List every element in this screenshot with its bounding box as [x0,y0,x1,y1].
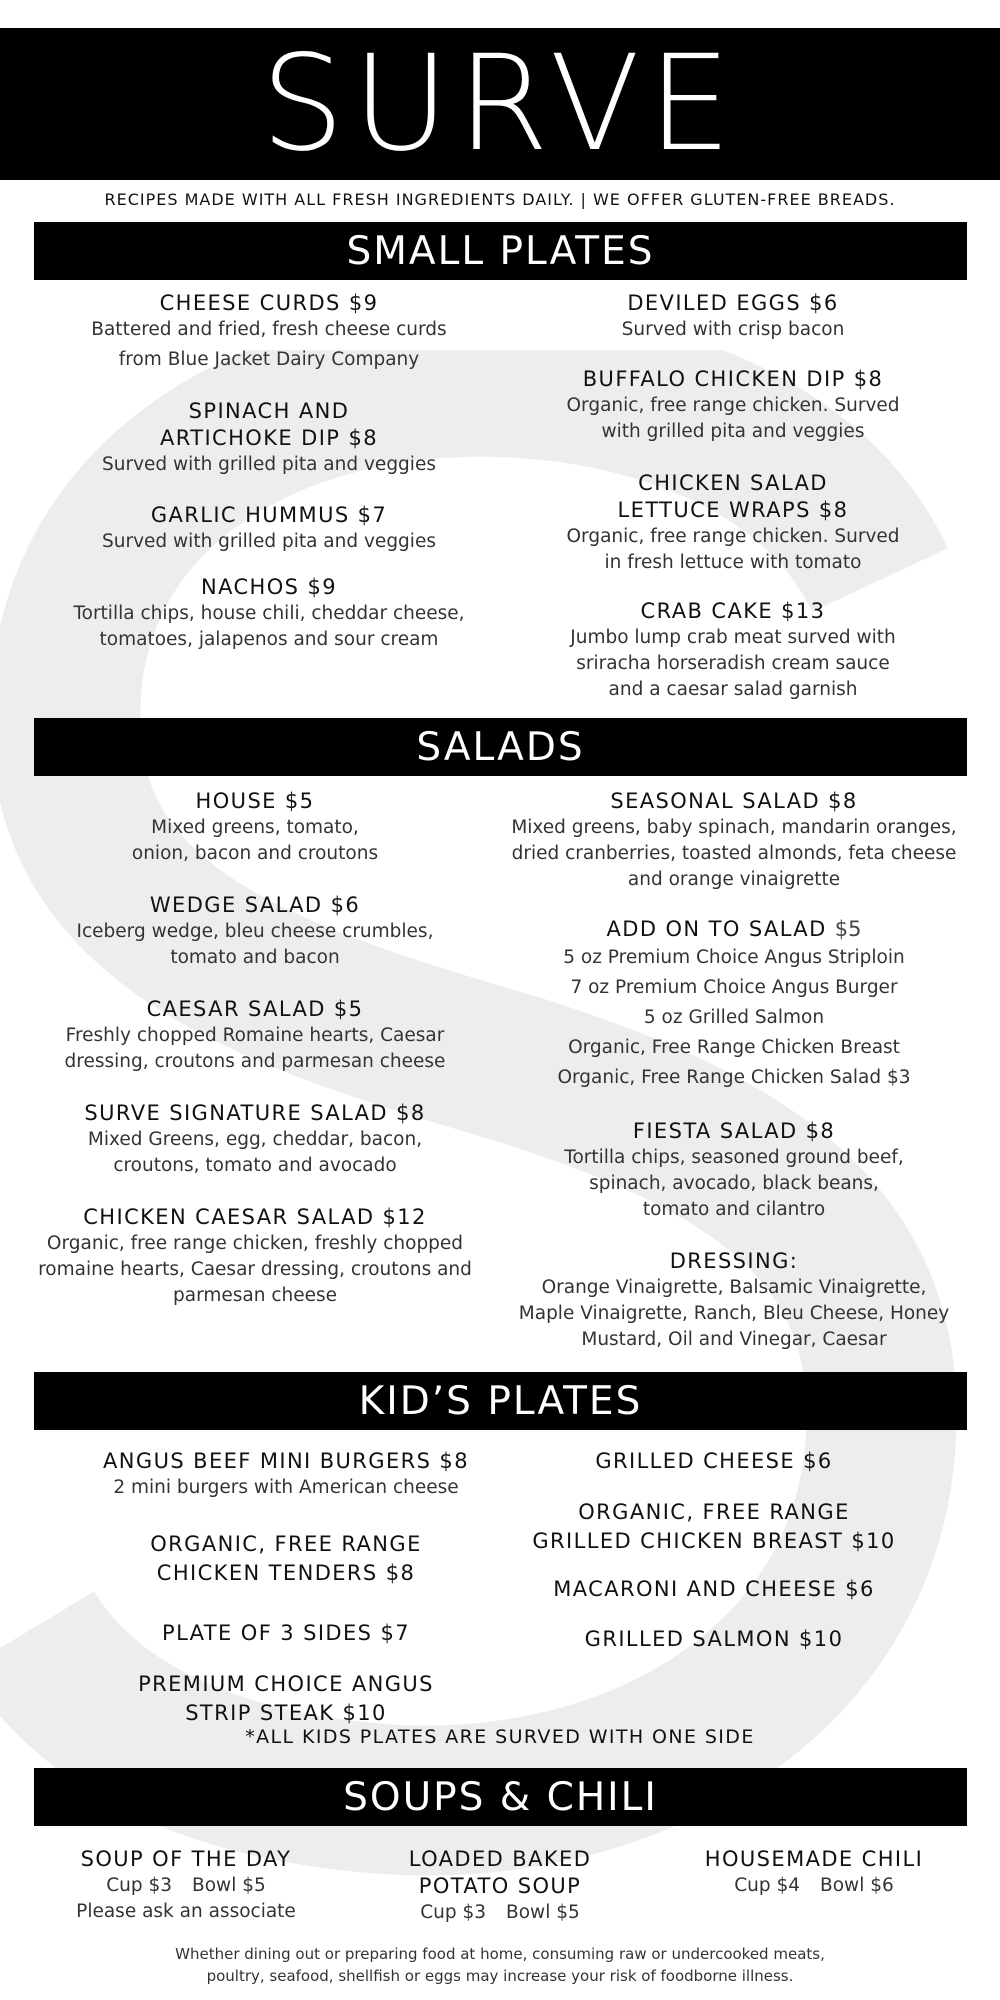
item-desc: spinach, avocado, black beans, [589,1173,879,1194]
item-name: LETTUCE WRAPS $8 [617,498,849,522]
item-name: ORGANIC, FREE RANGE [150,1532,422,1556]
menu-item [44,574,494,653]
item-desc: and a caesar salad garnish [608,679,858,700]
menu-item [494,1498,934,1556]
section-header-small-plates [34,222,967,280]
section-title: SMALL PLATES [346,228,655,274]
menu-item [500,598,966,703]
menu-item [24,1100,486,1179]
item-name: LOADED BAKED [408,1847,592,1871]
item-name: HOUSEMADE CHILI [704,1847,924,1871]
item-desc: tomatoes, jalapenos and sour cream [99,629,439,650]
item-desc: Tortilla chips, house chili, cheddar cheese, [73,603,465,624]
item-name-text: ADD ON TO SALAD [606,917,827,941]
menu-item [494,1248,974,1353]
menu-item [60,1448,512,1501]
menu-item [44,502,494,555]
small-plates-left [44,290,494,660]
item-name: DRESSING: [669,1249,799,1273]
item-desc: from Blue Jacket Dairy Company [118,349,420,370]
item-name: CHICKEN CAESAR SALAD $12 [83,1205,427,1229]
item-desc: in fresh lettuce with tomato [604,552,862,573]
item-name: POTATO SOUP [418,1874,582,1898]
item-desc: 2 mini burgers with American cheese [113,1477,459,1498]
menu-item [500,290,966,343]
item-desc: Mustard, Oil and Vinegar, Caesar [581,1329,887,1350]
bowl-price: Bowl $5 [506,1902,580,1923]
section-title: KID’S PLATES [358,1378,643,1424]
item-name: ARTICHOKE DIP $8 [160,426,378,450]
item-desc: croutons, tomato and avocado [113,1155,397,1176]
menu-item [494,1448,934,1475]
item-price: $5 [834,917,862,941]
item-desc: Surved with grilled pita and veggies [102,531,436,552]
item-desc: onion, bacon and croutons [131,843,379,864]
item-name: SOUP OF THE DAY [80,1847,292,1871]
header-banner [0,28,1000,180]
menu-item [24,996,486,1075]
menu-item [44,290,494,373]
item-name: STRIP STEAK $10 [185,1701,387,1725]
menu-item [60,1670,512,1728]
soup-item [672,1846,956,1899]
section-header-salads [34,718,967,776]
item-name: SEASONAL SALAD $8 [610,789,858,813]
item-name: GRILLED SALMON $10 [584,1627,844,1651]
menu-item [494,916,974,1093]
menu-item [494,1576,934,1603]
item-price-line [672,1873,956,1899]
brand-logo: SURVE [260,27,740,181]
item-name: PREMIUM CHOICE ANGUS [138,1672,434,1696]
item-name: ORGANIC, FREE RANGE [578,1500,850,1524]
menu-item [24,788,486,867]
item-desc: Mixed greens, tomato, [151,817,359,838]
menu-item [24,892,486,971]
kids-right [494,1448,934,1668]
item-name: CAESAR SALAD $5 [146,997,364,1021]
item-desc: dressing, croutons and parmesan cheese [64,1051,446,1072]
item-desc: Organic, free range chicken. Surved [566,395,900,416]
item-name [494,916,974,943]
item-desc: Iceberg wedge, bleu cheese crumbles, [76,921,434,942]
kids-left [60,1448,512,1725]
cup-price: Cup $3 [106,1875,173,1896]
section-header-kids-plates [34,1372,967,1430]
menu-item [24,1204,486,1309]
item-desc: Organic, Free Range Chicken Breast [568,1037,900,1058]
item-name: GARLIC HUMMUS $7 [150,503,388,527]
item-desc: Surved with crisp bacon [621,319,845,340]
item-name: MACARONI AND CHEESE $6 [553,1577,875,1601]
item-desc: Organic, free range chicken. Surved [566,526,900,547]
item-name: ANGUS BEEF MINI BURGERS $8 [103,1449,469,1473]
item-name: WEDGE SALAD $6 [149,893,361,917]
item-name: NACHOS $9 [200,575,338,599]
item-desc: 5 oz Premium Choice Angus Striploin [563,947,905,968]
item-desc: Surved with grilled pita and veggies [102,454,436,475]
item-desc: Orange Vinaigrette, Balsamic Vinaigrette, [541,1277,927,1298]
item-desc: Battered and fried, fresh cheese curds [91,319,447,340]
section-header-soups-chili [34,1768,967,1826]
item-desc: romaine hearts, Caesar dressing, croutons and [38,1259,472,1280]
item-desc: Please ask an associate [76,1901,296,1922]
item-desc: dried cranberries, toasted almonds, feta cheese [511,843,957,864]
menu-item [60,1530,512,1588]
menu-item [494,1626,934,1653]
menu-item [44,398,494,478]
item-name: HOUSE $5 [195,789,315,813]
item-name: CHICKEN SALAD [638,471,828,495]
item-name: BUFFALO CHICKEN DIP $8 [582,367,884,391]
menu-item [494,788,974,893]
salads-left [24,788,486,1318]
cup-price: Cup $4 [734,1875,801,1896]
item-desc: Organic, Free Range Chicken Salad $3 [557,1067,911,1088]
item-desc: parmesan cheese [172,1285,338,1306]
item-desc: Tortilla chips, seasoned ground beef, [564,1147,904,1168]
small-plates-right [500,290,966,710]
menu-item [500,366,966,445]
item-name: GRILLED CHICKEN BREAST $10 [532,1529,896,1553]
item-desc: Freshly chopped Romaine hearts, Caesar [65,1025,445,1046]
item-desc: tomato and cilantro [642,1199,826,1220]
item-name: CHICKEN TENDERS $8 [156,1561,416,1585]
menu-item [500,470,966,576]
item-desc: with grilled pita and veggies [601,421,865,442]
item-name: GRILLED CHEESE $6 [595,1449,833,1473]
bowl-price: Bowl $6 [820,1875,894,1896]
soup-item [44,1846,328,1925]
item-desc: Mixed Greens, egg, cheddar, bacon, [87,1129,423,1150]
item-name: SPINACH AND [188,399,350,423]
cup-price: Cup $3 [420,1902,487,1923]
bowl-price: Bowl $5 [192,1875,266,1896]
disclaimer-line: Whether dining out or preparing food at home, consuming raw or undercooked meats, [175,1945,825,1963]
item-name: CHEESE CURDS $9 [159,291,379,315]
disclaimer-line: poultry, seafood, shellfish or eggs may increase your risk of foodborne illness. [206,1967,794,1985]
item-desc: and orange vinaigrette [627,869,841,890]
section-title: SALADS [416,724,585,770]
item-price-line [44,1873,328,1899]
item-desc: 5 oz Grilled Salmon [643,1007,825,1028]
item-name: DEVILED EGGS $6 [627,291,839,315]
menu-item [494,1118,974,1223]
item-desc: Organic, free range chicken, freshly chopped [46,1233,464,1254]
item-desc: Jumbo lump crab meat surved with [570,627,896,648]
section-title: SOUPS & CHILI [343,1774,658,1820]
item-name: CRAB CAKE $13 [640,599,826,623]
tagline: RECIPES MADE WITH ALL FRESH INGREDIENTS DAILY. | WE OFFER GLUTEN-FREE BREADS. [104,190,896,209]
item-name: SURVE SIGNATURE SALAD $8 [84,1101,426,1125]
salads-right [494,788,974,1358]
menu-item [60,1620,512,1647]
item-price-line [360,1900,640,1926]
item-desc: sriracha horseradish cream sauce [576,653,890,674]
soup-item [360,1846,640,1926]
kids-plates-note: *ALL KIDS PLATES ARE SURVED WITH ONE SIDE [245,1726,755,1748]
item-desc: 7 oz Premium Choice Angus Burger [570,977,898,998]
item-desc: tomato and bacon [170,947,340,968]
item-desc: Maple Vinaigrette, Ranch, Bleu Cheese, Honey [518,1303,950,1324]
item-desc: Mixed greens, baby spinach, mandarin oranges, [511,817,957,838]
item-name: FIESTA SALAD $8 [632,1119,836,1143]
food-safety-disclaimer [0,1943,1000,1987]
item-name: PLATE OF 3 SIDES $7 [162,1621,410,1645]
